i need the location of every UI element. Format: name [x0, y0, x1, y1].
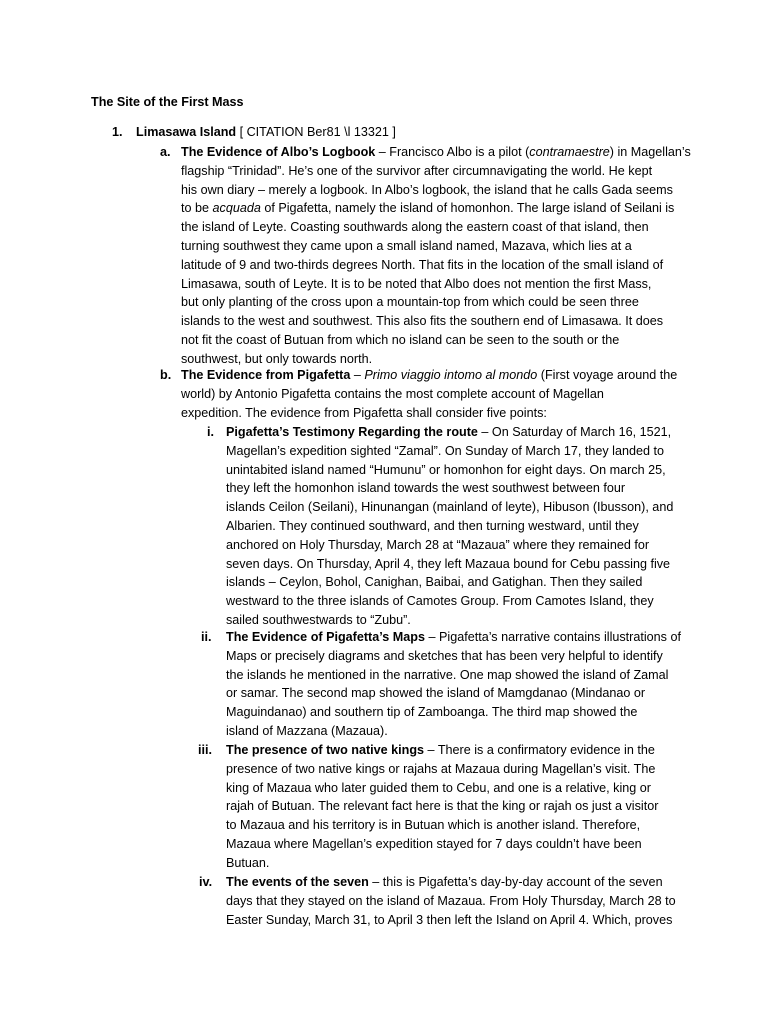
text-line: [226, 498, 673, 517]
text-line: [226, 854, 658, 873]
text-span: they left the homonhon island towards the west southwest between four: [226, 481, 626, 496]
text-span: rajah of Butuan. The relevant fact here is that the king or rajah os just a visitor: [226, 799, 659, 814]
text-span: Albarien. They continued southward, and then turning westward, until they: [226, 518, 639, 533]
list-item-limasawa-island: [136, 123, 396, 142]
text-span: seven days. On Thursday, April 4, they left Mazaua bound for Cebu passing five: [226, 556, 671, 571]
paragraph-seven-days-events: [226, 873, 676, 929]
text-span: Maps or precisely diagrams and sketches that has been very helpful to identify: [226, 648, 663, 663]
text-line: [181, 237, 691, 256]
text-span: –: [350, 368, 365, 382]
text-span: his own diary – merely a logbook. In Albo’s logbook, the island that he calls Gada seems: [181, 182, 673, 197]
text-span: (First voyage around the: [537, 368, 678, 382]
bold-text: The presence of two native kings: [226, 743, 425, 757]
text-span: – On Saturday of March 16, 1521,: [477, 425, 672, 439]
paragraph-albo-logbook: [181, 143, 691, 369]
text-line: [226, 911, 676, 930]
text-span: island of Mazzana (Mazaua).: [226, 723, 388, 738]
text-line: [181, 275, 691, 294]
text-span: Butuan.: [226, 855, 270, 870]
text-span: ) in Magellan’s: [609, 145, 691, 159]
list-marker-1: 1.: [112, 125, 123, 139]
text-line: [226, 741, 658, 760]
text-span: turning southwest they came upon a small island named, Mazava, which lies at a: [181, 238, 632, 253]
text-line: [226, 779, 658, 798]
text-span: Limasawa, south of Leyte. It is to be noted that Albo does not mention the first Mass,: [181, 276, 652, 291]
text-span: to Mazaua and his territory is in Butuan which is another island. Therefore,: [226, 818, 641, 833]
text-span: or samar. The second map showed the island of Mamgdanao (Mindanao or: [226, 686, 646, 701]
text-line: [226, 479, 673, 498]
list-marker-iv: iv.: [199, 875, 213, 889]
text-span: but only planting of the cross upon a mountain-top from which could be seen three: [181, 295, 639, 310]
text-span: presence of two native kings or rajahs at Mazaua during Magellan’s visit. The: [226, 761, 656, 776]
text-span: the islands he mentioned in the narrative. One map showed the island of Zamal: [226, 667, 669, 682]
text-span: flagship “Trinidad”. He’s one of the survivor after circumnavigating the world. He kept: [181, 163, 653, 178]
text-line: [226, 628, 681, 647]
paragraph-pigafetta-maps: [226, 628, 681, 741]
text-span: world) by Antonio Pigafetta contains the most complete account of Magellan: [181, 386, 604, 401]
text-span: westward to the three islands of Camotes Group. From Camotes Island, they: [226, 594, 654, 609]
text-line: [181, 256, 691, 275]
bold-text: The Evidence of Albo’s Logbook: [181, 145, 376, 159]
text-line: [226, 517, 673, 536]
bold-text: The Evidence of Pigafetta’s Maps: [226, 630, 425, 644]
text-line: [226, 423, 673, 442]
citation-text: [ CITATION Ber81 \l 13321 ]: [236, 125, 396, 139]
list-marker-i: i.: [207, 425, 214, 439]
text-span: Mazaua where Magellan’s expedition stayed for 7 days couldn’t have been: [226, 836, 642, 851]
list-marker-ii: ii.: [201, 630, 212, 644]
text-line: [181, 218, 691, 237]
text-line: [181, 312, 691, 331]
italic-text: contramaestre: [529, 145, 610, 159]
text-line: [181, 293, 691, 312]
text-span: – this is Pigafetta’s day-by-day account of the seven: [368, 875, 663, 889]
text-span: – There is a confirmatory evidence in the: [424, 743, 655, 757]
text-span: days that they stayed on the island of Mazaua. From Holy Thursday, March 28 to: [226, 893, 676, 908]
text-span: Easter Sunday, March 31, to April 3 then left the Island on April 4. Which, proves: [226, 912, 673, 927]
list-marker-b: b.: [160, 368, 172, 382]
italic-text: Primo viaggio intomo al mondo: [364, 368, 538, 382]
bold-text: The Evidence from Pigafetta: [181, 368, 351, 382]
text-line: [226, 666, 681, 685]
text-span: to be: [181, 201, 213, 216]
text-span: islands to the west and southwest. This also fits the southern end of Limasawa. It does: [181, 314, 664, 329]
text-line: [226, 835, 658, 854]
text-line: [226, 797, 658, 816]
text-line: [181, 404, 677, 423]
text-span: islands – Ceylon, Bohol, Canighan, Baibai, and Gatighan. Then they sailed: [226, 575, 643, 590]
italic-text: acquada: [212, 201, 261, 216]
text-line: [226, 611, 673, 630]
text-line: [181, 181, 691, 200]
bold-text: The events of the seven: [226, 875, 369, 889]
text-line: [226, 684, 681, 703]
paragraph-route-testimony: [226, 423, 673, 630]
text-span: sailed southwestwards to “Zubu”.: [226, 612, 411, 627]
paragraph-pigafetta-evidence: [181, 366, 677, 422]
text-line: [226, 722, 681, 741]
list-marker-iii: iii.: [198, 743, 212, 757]
text-span: king of Mazaua who later guided them to Cebu, and one is a relative, king or: [226, 780, 651, 795]
text-span: southwest, but only towards north.: [181, 351, 373, 366]
bold-text: Pigafetta’s Testimony Regarding the route: [226, 425, 478, 439]
text-span: expedition. The evidence from Pigafetta shall consider five points:: [181, 405, 547, 420]
text-line: [226, 442, 673, 461]
text-span: anchored on Holy Thursday, March 28 at “Mazaua” where they remained for: [226, 537, 650, 552]
text-line: [181, 162, 691, 181]
text-line: [181, 331, 691, 350]
text-span: latitude of 9 and two-thirds degrees North. That fits in the location of the small island of: [181, 257, 664, 272]
paragraph-two-native-kings: [226, 741, 658, 873]
text-line: [226, 816, 658, 835]
text-line: [226, 760, 658, 779]
text-span: of Pigafetta, namely the island of homonhon. The large island of Seilani is: [260, 201, 675, 216]
text-span: Magellan’s expedition sighted “Zamal”. On Sunday of March 17, they landed to: [226, 443, 665, 458]
text-line: [226, 592, 673, 611]
text-span: the island of Leyte. Coasting southwards along the eastern coast of that island, then: [181, 220, 649, 235]
text-span: unintabited island named “Humunu” or homonhon for eight days. On march 25,: [226, 462, 666, 477]
document-title: The Site of the First Mass: [91, 95, 244, 109]
text-span: – Pigafetta’s narrative contains illustrations of: [425, 630, 681, 644]
text-line: [226, 555, 673, 574]
text-span: – Francisco Albo is a pilot (: [375, 145, 530, 159]
text-line: [181, 385, 677, 404]
text-line: [181, 366, 677, 385]
text-span: Maguindanao) and southern tip of Zamboanga. The third map showed the: [226, 705, 638, 720]
item-heading: Limasawa Island: [136, 125, 237, 139]
text-line: [226, 892, 676, 911]
text-line: [226, 461, 673, 480]
text-line: [181, 199, 691, 218]
text-line: [226, 703, 681, 722]
text-line: [226, 873, 676, 892]
text-line: [181, 143, 691, 162]
text-line: [226, 536, 673, 555]
text-line: [226, 573, 673, 592]
text-span: islands Ceilon (Seilani), Hinunangan (mainland of leyte), Hibuson (Ibusson), and: [226, 500, 674, 515]
text-line: [226, 647, 681, 666]
text-span: not fit the coast of Butuan from which no island can be seen to the south or the: [181, 332, 620, 347]
list-marker-a: a.: [160, 145, 171, 159]
